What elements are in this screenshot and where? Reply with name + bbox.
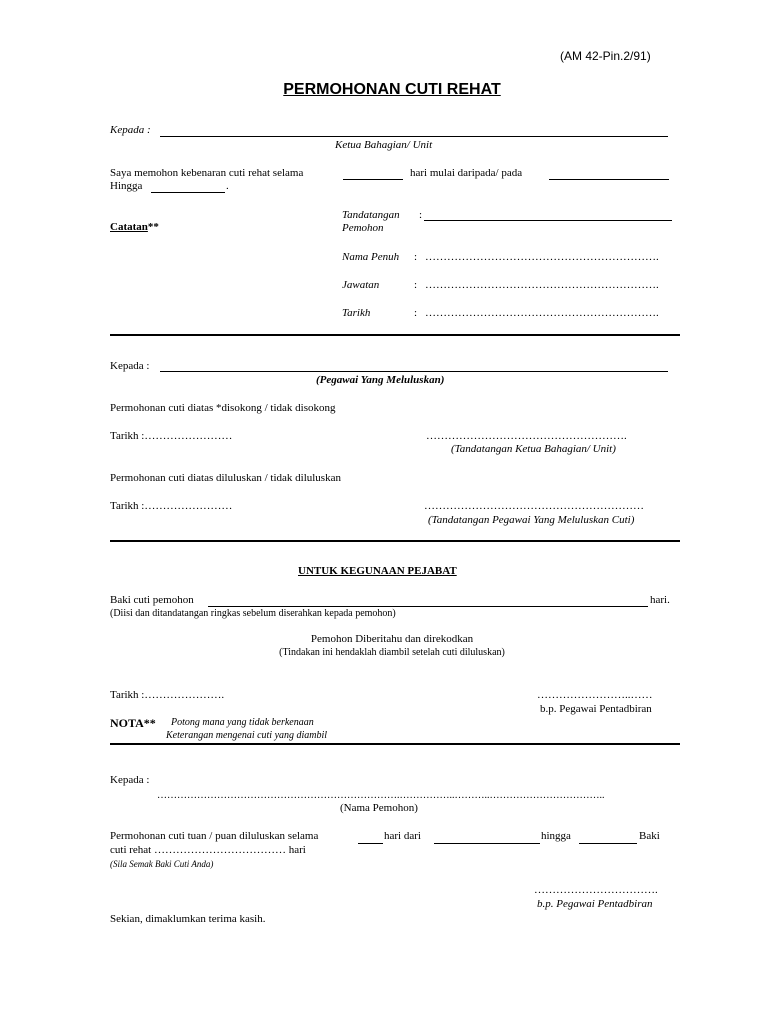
nama-colon: : xyxy=(414,251,418,263)
baki-end: hari. xyxy=(650,594,670,606)
tarikh-sokong[interactable]: Tarikh :…………………… xyxy=(110,430,233,442)
kepada-line-2[interactable] xyxy=(160,371,668,372)
lulus-text-c: hingga xyxy=(541,830,571,842)
jawatan-dots[interactable]: ………………………………………………………. xyxy=(425,279,659,291)
jawatan-label: Jawatan xyxy=(342,279,380,291)
sign-dots-pegawai[interactable]: …………………………………………………… xyxy=(424,500,644,512)
sokong-text: Permohonan cuti diatas *disokong / tidak disokong xyxy=(110,402,336,414)
start-date-field[interactable] xyxy=(549,179,669,180)
semak-note: (Sila Semak Baki Cuti Anda) xyxy=(110,859,214,869)
sign-dots-ketua[interactable]: ………………………………………………. xyxy=(426,430,627,442)
bp-pentadbiran-2: b.p. Pegawai Pentadbiran xyxy=(537,898,653,910)
section-divider-1 xyxy=(110,334,680,336)
sign-label-2: Pemohon xyxy=(342,222,384,234)
final-sign-dots[interactable]: ……………………………. xyxy=(534,884,658,896)
lulus-text-b: hari dari xyxy=(384,830,421,842)
bp-pentadbiran-1: b.p. Pegawai Pentadbiran xyxy=(540,703,652,715)
section-divider-3 xyxy=(110,743,680,745)
sign-caption-pegawai: (Tandatangan Pegawai Yang Meluluskan Cuti) xyxy=(428,514,635,526)
diberitahu-text: Pemohon Diberitahu dan direkodkan xyxy=(310,633,474,645)
baki-field[interactable] xyxy=(208,606,648,607)
section-divider-2 xyxy=(110,540,680,542)
tarikh-dots[interactable]: ………………………………………………………. xyxy=(425,307,659,319)
closing-text: Sekian, dimaklumkan terima kasih. xyxy=(110,913,266,925)
tarikh-office[interactable]: Tarikh :…………………. xyxy=(110,689,225,701)
lulus-text-a: Permohonan cuti tuan / puan diluluskan selama xyxy=(110,830,319,842)
nota-line-2: Keterangan mengenai cuti yang diambil xyxy=(166,730,328,741)
office-sign-dots[interactable]: ……………………..…… xyxy=(537,689,653,701)
kepada-line[interactable] xyxy=(160,136,668,137)
approved-to-field[interactable] xyxy=(579,843,637,844)
sign-colon: : xyxy=(419,209,423,221)
lulus-text: Permohonan cuti diatas diluluskan / tidak diluluskan xyxy=(110,472,341,484)
nama-pemohon-dots[interactable]: ……………………………………………………………….……………..………..…………………………….. xyxy=(157,790,605,801)
kepada-subtitle-2: (Pegawai Yang Meluluskan) xyxy=(316,374,445,386)
request-text-b: hari mulai daripada/ pada xyxy=(410,167,523,179)
catatan-label xyxy=(110,222,159,233)
kepada-subtitle: Ketua Bahagian/ Unit xyxy=(335,139,433,151)
sign-caption-ketua: (Tandatangan Ketua Bahagian/ Unit) xyxy=(451,443,616,455)
office-use-heading: UNTUK KEGUNAAN PEJABAT xyxy=(298,565,457,577)
applicant-signature-field[interactable] xyxy=(424,220,672,221)
nama-dots[interactable]: ………………………………………………………. xyxy=(425,251,659,263)
tarikh-label: Tarikh xyxy=(342,307,371,319)
baki-note: (Diisi dan ditandatangan ringkas sebelum diserahkan kepada pemohon) xyxy=(110,608,396,619)
nama-pemohon-caption: (Nama Pemohon) xyxy=(340,802,418,814)
sign-label-1: Tandatangan xyxy=(342,209,400,221)
catatan-text: Catatan xyxy=(110,221,148,233)
catatan-stars: ** xyxy=(147,221,159,233)
nama-label: Nama Penuh xyxy=(342,251,400,263)
jawatan-colon: : xyxy=(414,279,418,291)
kepada-label-2: Kepada : xyxy=(110,360,150,372)
form-code: (AM 42-Pin.2/91) xyxy=(560,49,651,63)
baki-cuti-line[interactable]: cuti rehat ……………………………… hari xyxy=(110,844,306,856)
approved-from-field[interactable] xyxy=(434,843,540,844)
baki-label: Baki cuti pemohon xyxy=(110,594,194,606)
tarikh-lulus[interactable]: Tarikh :…………………… xyxy=(110,500,233,512)
days-field[interactable] xyxy=(343,179,403,180)
tindakan-text: (Tindakan ini hendaklah diambil setelah cuti diluluskan) xyxy=(279,647,505,658)
kepada-label-4: Kepada : xyxy=(110,774,150,786)
hingga-end: . xyxy=(226,180,229,192)
nota-line-1: Potong mana yang tidak berkenaan xyxy=(171,717,314,728)
kepada-label: Kepada : xyxy=(110,124,151,136)
hingga-label: Hingga xyxy=(110,180,143,192)
tarikh-colon: : xyxy=(414,307,418,319)
lulus-text-d: Baki xyxy=(639,830,660,842)
end-date-field[interactable] xyxy=(151,192,225,193)
page-title: PERMOHONAN CUTI REHAT xyxy=(283,81,501,98)
request-text-a: Saya memohon kebenaran cuti rehat selama xyxy=(110,167,304,179)
approved-days-field[interactable] xyxy=(358,843,383,844)
nota-label: NOTA** xyxy=(110,716,156,730)
